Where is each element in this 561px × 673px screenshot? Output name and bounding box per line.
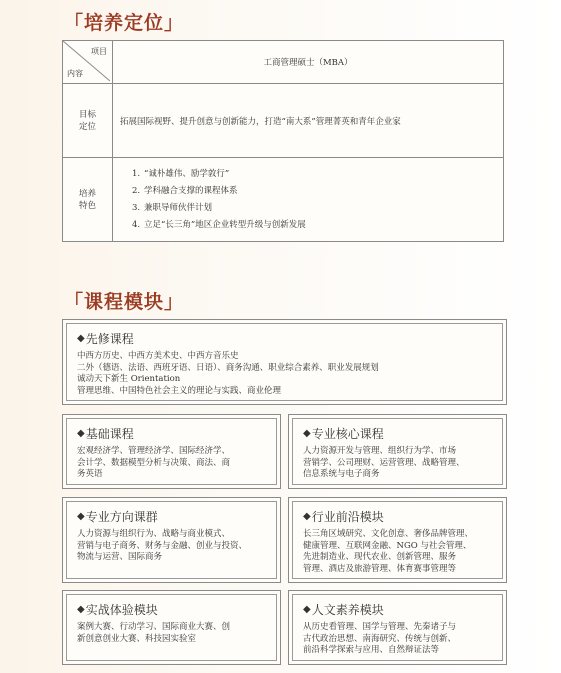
diamond-icon: ◆ [303,511,311,522]
module-prereq [62,319,507,405]
module-body: 从历史看管理、国学与管理、先秦诸子与 古代政治思想、南海研究、传统与创新、 前沿科学探索与应用、自然辩证法等 [303,622,457,655]
module-frontier [288,497,507,583]
row-label-goal: 目标 定位 [63,84,113,158]
table-row [63,41,504,84]
module-body: 中西方历史、中西方美术史、中西方音乐史 二外（德语、法语、西班牙语、日语）、商务沟通、职业综合素养、职业发展规划 诚动天下新生 Orientation 管理思维、中国特色社会主义的理论与实践、商业伦理 [77,351,379,396]
positioning-table [62,40,504,242]
list-item: 1. “诚朴雄伟、励学敦行” [132,168,230,179]
diamond-icon: ◆ [303,604,311,615]
module-practice [62,590,281,665]
section-title-modules: 「课程模块」 [64,291,185,313]
diamond-icon: ◆ [77,511,85,522]
program-name: 工商管理硕士（MBA） [113,41,504,84]
module-core [288,414,507,489]
header-project-label: 项目 [91,47,107,56]
module-title: 专业方向课群 [85,510,158,524]
list-item: 2. 学科融合支撑的课程体系 [132,185,238,196]
section-title-positioning: 「培养定位」 [64,12,185,34]
module-title: 基础课程 [85,427,134,441]
list-item: 3. 兼职导师伙伴计划 [132,202,213,213]
goal-text: 拓展国际视野、提升创意与创新能力，打造“南大系”管理菁英和青年企业家 [113,84,504,158]
table-row [63,158,504,242]
module-body: 人力资源开发与管理、组织行为学、市场 营销学、公司理财、运营管理、战略管理、 信息系统与电子商务 [303,446,465,479]
table-row [63,84,504,158]
diamond-icon: ◆ [303,428,311,439]
module-body: 宏观经济学、管理经济学、国际经济学、 会计学、数据模型分析与决策、商法、商 务英语 [77,446,231,479]
module-title: 先修课程 [85,332,134,346]
features-cell [113,158,504,242]
module-title: 人文素养模块 [311,603,384,617]
header-content-label: 内容 [67,69,83,78]
diamond-icon: ◆ [77,428,85,439]
module-humanities [288,590,507,665]
module-body: 人力资源与组织行为、战略与商业模式、 营销与电子商务、财务与金融、创业与投资、 物流与运营、国际商务 [77,529,248,562]
features-list [120,166,502,234]
diamond-icon: ◆ [77,333,85,344]
module-basic [62,414,281,489]
diamond-icon: ◆ [77,604,85,615]
module-body: 案例大赛、行动学习、国际商业大赛、创 新创意创业大赛、科技园实验室 [77,622,231,644]
module-body: 长三角区域研究、文化创意、奢侈品牌管理、 健康管理、互联网金融、NGO 与社会管理、 先进制造业、现代农业、创新管理、服务 管理、酒店及旅游管理、体育赛事管理等 [303,529,474,574]
row-label-features: 培养 特色 [63,158,113,242]
list-item: 4. 立足“长三角”地区企业转型升级与创新发展 [132,219,306,230]
module-direction [62,497,281,583]
module-title: 实战体验模块 [85,603,158,617]
module-title: 专业核心课程 [311,427,384,441]
module-title: 行业前沿模块 [311,510,384,524]
diagonal-header-cell [63,41,113,84]
